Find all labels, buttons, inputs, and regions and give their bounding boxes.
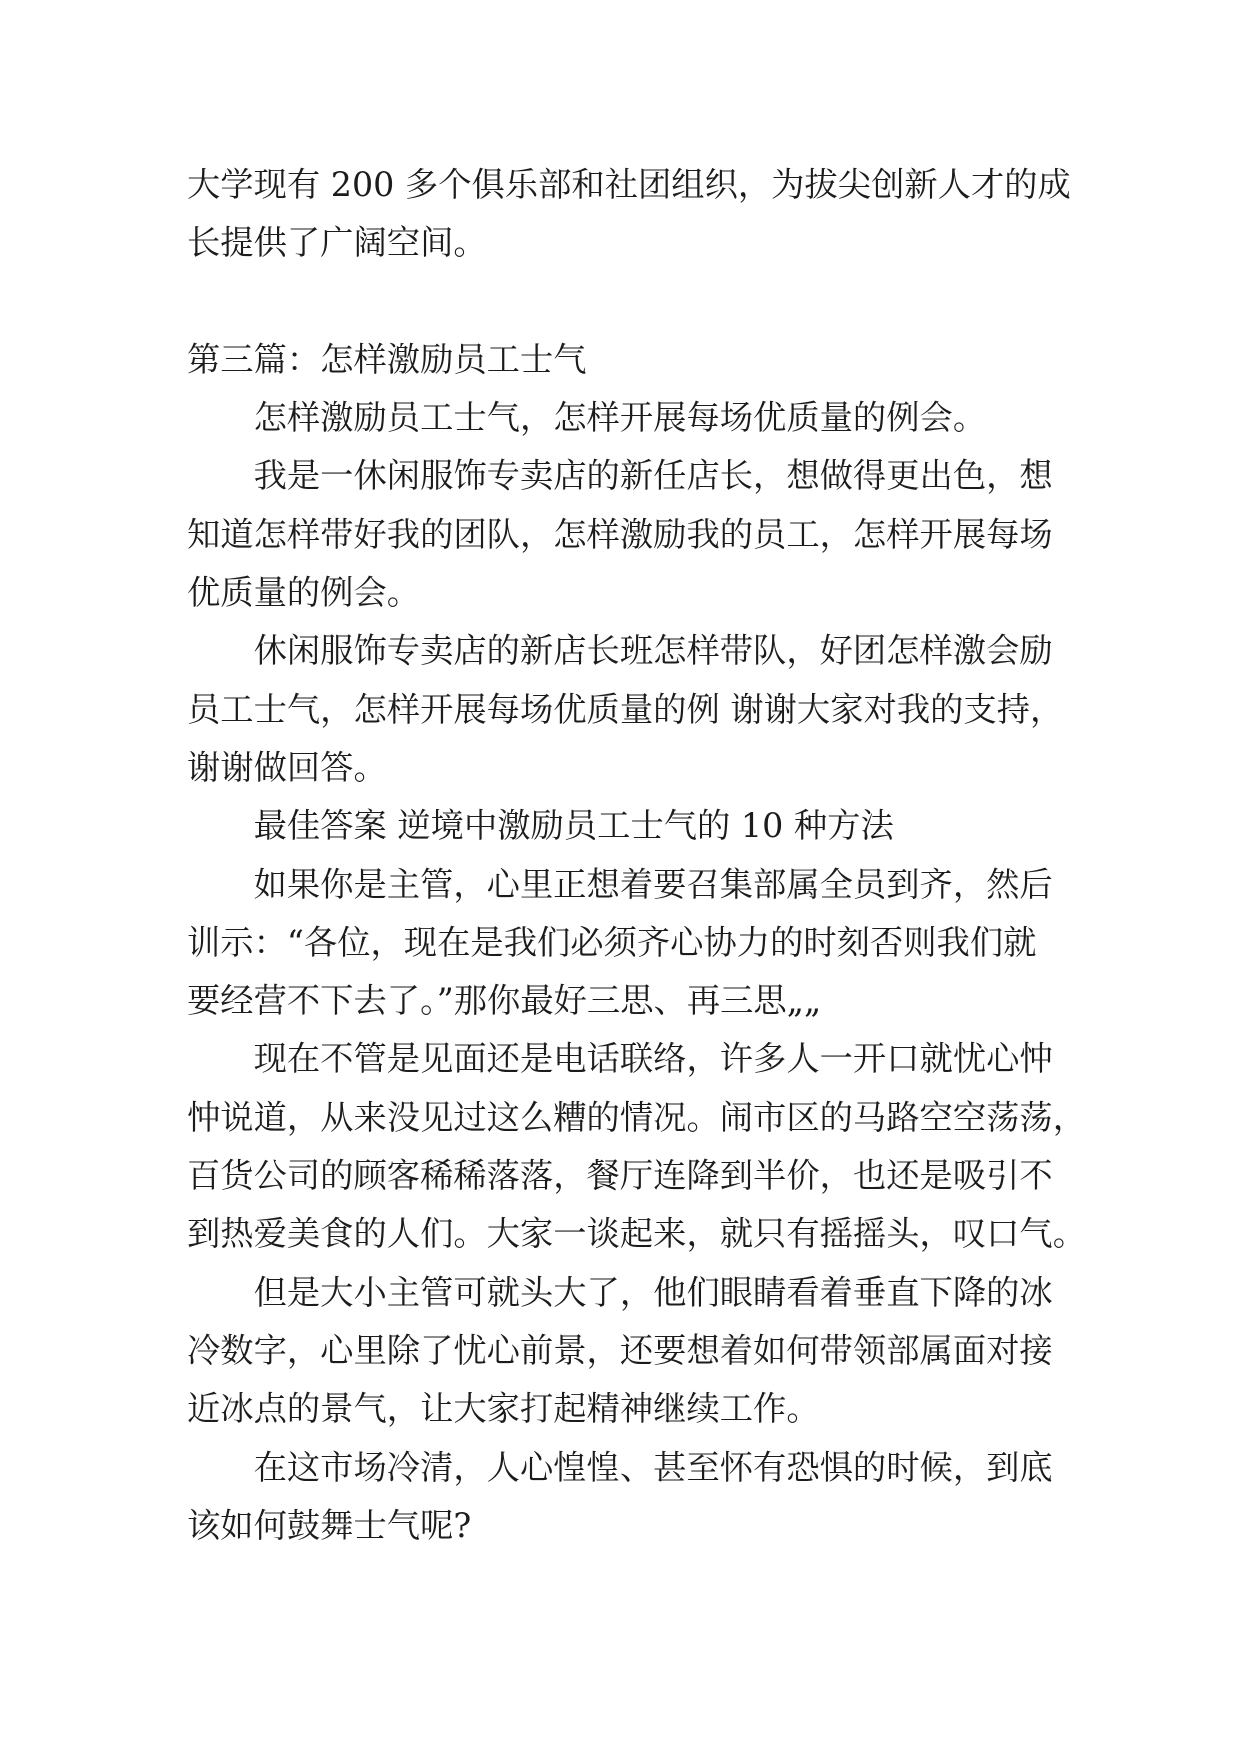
paragraph-line: 在这市场冷清，人心惶惶、甚至怀有恐惧的时候，到底 — [253, 1447, 1053, 1487]
paragraph-line: 谢谢做回答。 — [187, 747, 387, 787]
paragraph-line: 员工士气，怎样开展每场优质量的例 谢谢大家对我的支持， — [187, 689, 1064, 729]
paragraph-line: 百货公司的顾客稀稀落落，餐厅连降到半价，也还是吸引不 — [187, 1156, 1053, 1196]
paragraph-line: 怎样激励员工士气，怎样开展每场优质量的例会。 — [253, 398, 987, 438]
paragraph-line: 冷数字，心里除了忧心前景，还要想着如何带领部属面对接 — [187, 1330, 1053, 1370]
paragraph-line: 优质量的例会。 — [187, 573, 421, 613]
section-heading: 第三篇：怎样激励员工士气 — [187, 339, 587, 379]
paragraph-line: 知道怎样带好我的团队，怎样激励我的员工，怎样开展每场 — [187, 514, 1053, 554]
paragraph-line: 训示：“各位，现在是我们必须齐心协力的时刻否则我们就 — [187, 922, 1037, 962]
paragraph — [187, 1030, 1087, 1263]
paragraph-line: 最佳答案 逆境中激励员工士气的 10 种方法 — [253, 806, 894, 846]
paragraph — [187, 1264, 1087, 1439]
paragraph-line: 该如何鼓舞士气呢? — [187, 1505, 472, 1545]
paragraph-line: 我是一休闲服饰专卖店的新任店长，想做得更出色，想 — [253, 456, 1053, 496]
paragraph-line: 到热爱美食的人们。大家一谈起来，就只有摇摇头，叹口气。 — [187, 1214, 1087, 1254]
paragraph — [187, 797, 1087, 855]
paragraph-line: 大学现有 200 多个俱乐部和社团组织，为拔尖创新人才的成 — [187, 165, 1071, 204]
continued-paragraph — [187, 156, 1087, 273]
paragraph — [187, 389, 1087, 447]
paragraph — [187, 622, 1087, 797]
paragraph — [187, 447, 1087, 622]
paragraph-line: 现在不管是见面还是电话联络，许多人一开口就忧心忡 — [253, 1039, 1053, 1079]
paragraph — [187, 1439, 1087, 1556]
paragraph-line: 近冰点的景气，让大家打起精神继续工作。 — [187, 1389, 820, 1429]
paragraph — [187, 856, 1087, 1031]
blank-line — [187, 273, 1087, 331]
paragraph-line: 但是大小主管可就头大了，他们眼睛看着垂直下降的冰 — [253, 1272, 1053, 1312]
paragraph-line: 如果你是主管，心里正想着要召集部属全员到齐，然后 — [253, 864, 1053, 904]
paragraph-line: 忡说道，从来没见过这么糟的情况。闹市区的马路空空荡荡， — [187, 1097, 1087, 1137]
paragraph-line: 长提供了广阔空间。 — [187, 223, 487, 263]
paragraph-line: 休闲服饰专卖店的新店长班怎样带队，好团怎样激会励 — [253, 631, 1053, 671]
document-body — [187, 156, 1087, 1555]
paragraph-line: 要经营不下去了。”那你最好三思、再三思„„ — [187, 981, 822, 1021]
